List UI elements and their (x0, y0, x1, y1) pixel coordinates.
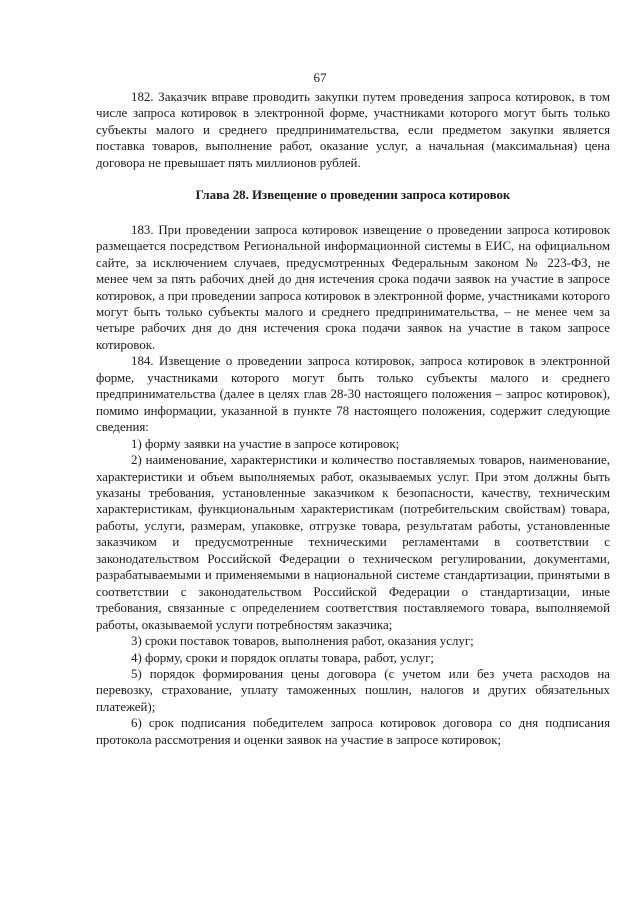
chapter-heading: Глава 28. Извещение о проведении запроса котировок (195, 188, 511, 203)
list-item-4: 4) форму, сроки и порядок оплаты товара, работ, услуг; (131, 650, 434, 665)
page-number: 67 (313, 70, 327, 85)
list-item-3: 3) сроки поставок товаров, выполнения работ, оказания услуг; (131, 634, 474, 649)
list-item-2: 2) наименование, характеристики и количество поставляемых товаров, наименование, характеристики и объем выполняемых работ, оказываемых услуг. При этом должны быть указаны требования, установленные заказчиком к безопасности, качеству, техническим характеристикам, функциональным характеристикам (потребительским свойствам) товара, работы, услуги, размерам, упаковке, отгрузке товара, результатам работы, установленные заказчиком и предусмотренные техническими регламентами в соответствии с законодательством Российской Федерации о техническом регулировании, документами, разрабатываемыми и применяемыми в национальной системе стандартизации, принятыми в соответствии с законодательством Российской Федерации о стандартизации, иные требования, связанные с определением соответствия поставляемого товара, выполняемой работы, оказываемой услуги потребностям заказчика; (96, 453, 610, 632)
paragraph-182: 182. Заказчик вправе проводить закупки путем проведения запроса котировок, в том числе запроса котировок в электронной форме, участниками которого могут быть только субъекты малого и среднего предпринимательства, если предметом закупки является поставка товаров, выполнение работ, оказание услуг, а начальная (максимальная) цена договора не превышает пять миллионов рублей. (96, 90, 610, 170)
list-item-1: 1) форму заявки на участие в запросе котировок; (131, 436, 400, 451)
document-body (96, 89, 610, 748)
list-item-6: 6) срок подписания победителем запроса котировок договора со дня подписания протокола рассмотрения и оценки заявок на участие в запросе котировок; (96, 716, 610, 747)
paragraph-184: 184. Извещение о проведении запроса котировок, запроса котировок в электронной форме, участниками которого могут быть только субъекты малого и среднего предпринимательства (далее в целях глав 28-30 настоящего положения – запрос котировок), помимо информации, указанной в пункте 78 настоящего положения, содержит следующие сведения: (96, 354, 610, 435)
list-item-5: 5) порядок формирования цены договора (с учетом или без учета расходов на перевозку, страхование, уплату таможенных пошлин, налогов и других обязательных платежей); (96, 666, 610, 714)
paragraph-183: 183. При проведении запроса котировок извещение о проведении запроса котировок размещается посредством Региональной информационной системы в ЕИС, на официальном сайте, за исключением случаев, предусмотренных Федеральным законом № 223-ФЗ, не менее чем за пять рабочих дней до дня истечения срока подачи заявок на участие в запросе котировок, а при проведении запроса котировок в электронной форме, участниками которого могут быть только субъекты малого и среднего предпринимательства, – не менее чем за четыре рабочих дня до дня истечения срока подачи заявок на участие в таком запросе котировок. (96, 222, 610, 352)
